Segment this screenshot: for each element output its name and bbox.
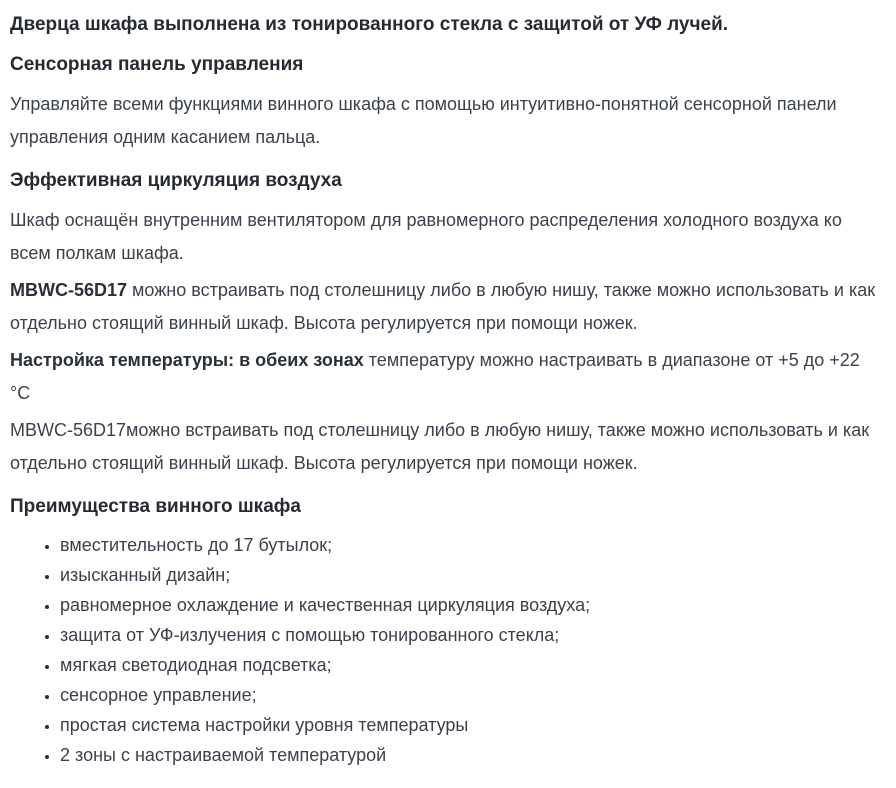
advantage-item: • равномерное охлаждение и качественная циркуляция воздуха; bbox=[60, 590, 884, 620]
paragraph-temperature-setting bbox=[10, 344, 884, 410]
advantage-item: • простая система настройки уровня температуры bbox=[60, 710, 884, 740]
advantage-item: • защита от УФ-излучения с помощью тонированного стекла; bbox=[60, 620, 884, 650]
heading-air-circulation: Эффективная циркуляция воздуха bbox=[10, 170, 342, 191]
model-name-bold: MBWC-56D17 bbox=[10, 280, 128, 300]
paragraph-model-install-repeat: MBWC-56D17можно встраивать под столешницу либо в любую нишу, также можно использовать и как отдельно стоящий винный шкаф. Высота регулируется при помощи ножек. bbox=[10, 420, 870, 473]
advantage-item: • 2 зоны с настраиваемой температурой bbox=[60, 740, 884, 770]
advantages-list bbox=[10, 530, 884, 770]
advantage-item: • сенсорное управление; bbox=[60, 680, 884, 710]
paragraph-model-install bbox=[10, 274, 884, 340]
model-paragraph-text: можно встраивать под столешницу либо в любую нишу, также можно использовать и как отдельно стоящий винный шкаф. Высота регулируется при помощи ножек. bbox=[10, 280, 876, 333]
intro-statement: Дверца шкафа выполнена из тонированного стекла с защитой от УФ лучей. bbox=[10, 14, 729, 35]
temperature-setting-text: температуру можно настраивать в диапазоне от +5 до +22 °С bbox=[10, 350, 860, 403]
paragraph-air-circulation: Шкаф оснащён внутренним вентилятором для равномерного распределения холодного воздуха ко всем полкам шкафа. bbox=[10, 210, 842, 263]
heading-advantages: Преимущества винного шкафа bbox=[10, 496, 301, 517]
advantage-item: • изысканный дизайн; bbox=[60, 560, 884, 590]
advantage-item: • мягкая светодиодная подсветка; bbox=[60, 650, 884, 680]
advantage-item: • вместительность до 17 бутылок; bbox=[60, 530, 884, 560]
paragraph-touch-panel: Управляйте всеми функциями винного шкафа с помощью интуитивно-понятной сенсорной панели управления одним касанием пальца. bbox=[10, 94, 837, 147]
temperature-setting-bold: Настройка температуры: в обеих зонах bbox=[10, 350, 364, 370]
heading-touch-panel: Сенсорная панель управления bbox=[10, 54, 304, 75]
